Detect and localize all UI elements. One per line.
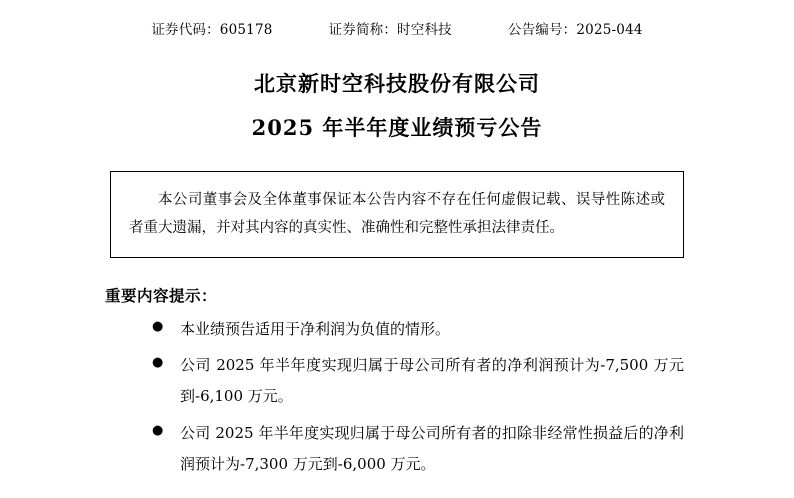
list-item-text: 公司 2025 年半年度实现归属于母公司所有者的净利润预计为-7,500 万元到-6,100 万元。	[180, 356, 684, 406]
company-name-title: 北京新时空科技股份有限公司	[254, 71, 540, 96]
legal-notice-text: 本公司董事会及全体董事保证本公告内容不存在任何虚假记载、误导性陈述或者重大遗漏，并对其内容的真实性、准确性和完整性承担法律责任。	[129, 192, 665, 237]
announcement-number: 公告编号：2025-044	[507, 22, 643, 38]
bullet-dot-icon: ●	[152, 422, 164, 438]
list-item	[110, 314, 684, 345]
bullet-dot-icon: ●	[152, 355, 164, 371]
document-header	[0, 0, 794, 38]
list-item-text: 本业绩预告适用于净利润为负值的情形。	[180, 319, 451, 338]
security-code: 证券代码：605178	[151, 22, 273, 38]
legal-notice-box	[110, 171, 684, 258]
announcement-title: 2025 年半年度业绩预亏公告	[251, 114, 543, 140]
section-heading-important-notes: 重要内容提示：	[105, 285, 218, 305]
title-block	[0, 68, 794, 143]
list-item-text: 公司 2025 年半年度实现归属于母公司所有者的扣除非经常性损益后的净利润预计为-7,300 万元到-6,000 万元。	[180, 423, 684, 473]
security-name: 证券简称：时空科技	[328, 22, 452, 38]
bullet-list	[110, 314, 684, 480]
list-item	[110, 350, 684, 412]
list-item	[110, 418, 684, 480]
bullet-dot-icon: ●	[152, 318, 164, 334]
